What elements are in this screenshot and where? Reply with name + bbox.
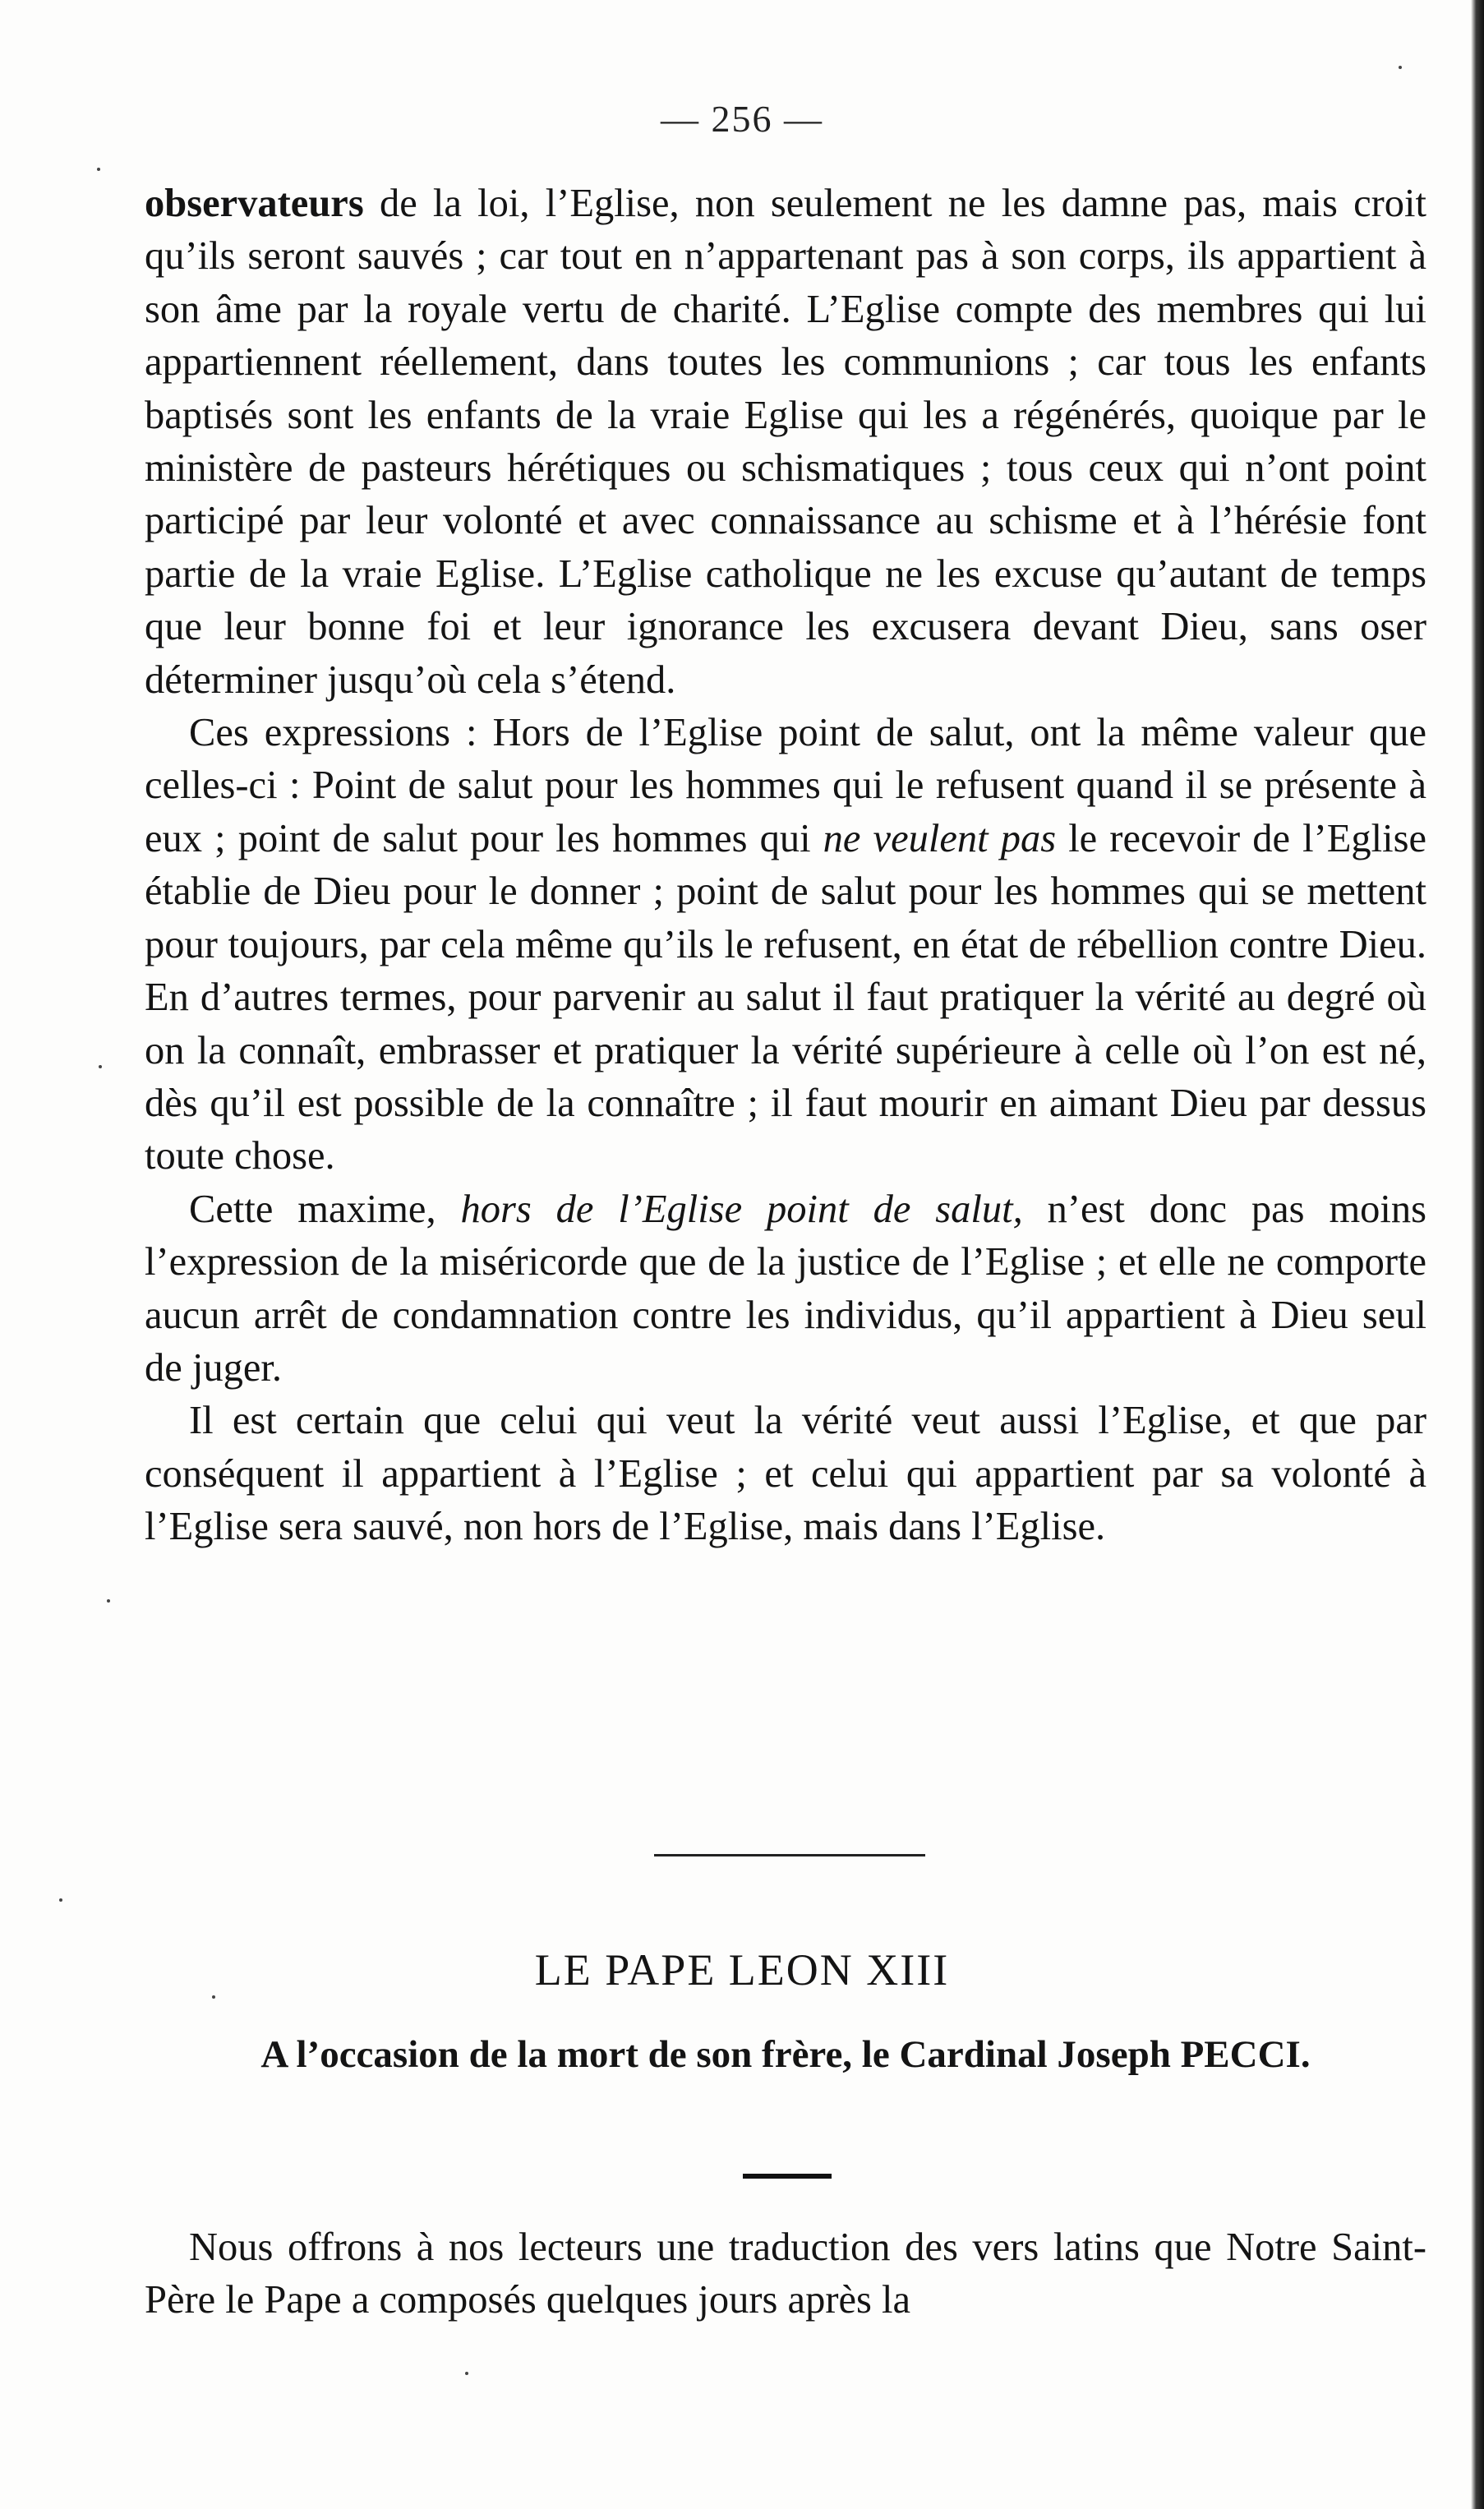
intro-text <box>145 2221 1426 2327</box>
paragraph-2-italic: ne veulent pas <box>823 816 1057 860</box>
print-speck <box>59 1898 62 1902</box>
section-divider <box>654 1854 925 1856</box>
intro-paragraph: Nous offrons à nos lecteurs une traduction des vers latins que Notre Saint-Père le Pape a composés quelques jours après la <box>145 2225 1426 2322</box>
subtitle-rule <box>743 2174 832 2179</box>
print-speck <box>212 1995 215 1999</box>
paragraph-2-part2: le recevoir de l’Eglise établie de Dieu pour le donner ; point de salut pour les hommes qui se mettent pour toujours, par cela même qu’ils le refusent, en état de rébellion contre Dieu. En d’autres termes, pour parvenir au salut il faut pratiquer la vérité au degré où on la connaît, embrasser et pratiquer la vérité supérieure à celle où l’on est né, dès qu’il est possible de la connaître ; il faut mourir en aimant Dieu par dessus toute chose. <box>145 816 1426 1178</box>
paragraph-3-italic: hors de l’Eglise point de salut, <box>460 1187 1023 1231</box>
paragraph-1-lead: observateurs <box>145 182 364 225</box>
paragraph-3-part2: n’est donc pas moins l’expression de la miséricorde que de la justice de l’Eglise ; et elle ne comporte aucun arrêt de condamnation contre les individus, qu’il appartient à Dieu seul de juger. <box>145 1187 1427 1390</box>
paragraph-1 <box>145 178 1426 707</box>
print-speck <box>1399 66 1402 69</box>
body-text <box>145 178 1426 1554</box>
print-speck <box>99 1065 102 1068</box>
section-subtitle: A l’occasion de la mort de son frère, le Cardinal Joseph PECCI. <box>260 2033 1311 2076</box>
paragraph-1-text: de la loi, l’Eglise, non seulement ne les damne pas, mais croit qu’ils seront sauvés ; car tout en n’appartenant pas à son corps, ils appartient à son âme par la royale vertu de charité. L’Eglise compte des membres qui lui appartiennent réellement, dans toutes les communions ; car tous les enfants baptisés sont les enfants de la vraie Eglise qui les a régénérés, quoique par le ministère de pasteurs hérétiques ou schismatiques ; tous ceux qui n’ont point participé par leur volonté et avec connaissance au schisme et à l’hérésie font partie de la vraie Eglise. L’Eglise catholique ne les excuse qu’autant de temps que leur bonne foi et leur ignorance les excusera devant Dieu, sans oser déterminer jusqu’où cela s’étend. <box>145 182 1427 702</box>
paragraph-2 <box>145 707 1426 1183</box>
paragraph-3 <box>145 1183 1426 1395</box>
print-speck <box>97 168 100 171</box>
print-speck <box>107 1599 110 1603</box>
paragraph-3-part1: Cette maxime, <box>189 1187 436 1231</box>
page-number: — 256 — <box>661 98 823 140</box>
paragraph-2-part1: Ces expressions : Hors de l’Eglise point de salut, ont la même valeur que celles-ci : Point de salut pour les hommes qui le refusent quand il se présente à eux ; point de salut pour les hommes qui <box>145 711 1426 860</box>
paragraph-4: Il est certain que celui qui veut la vérité veut aussi l’Eglise, et que par conséquent il appartient à l’Eglise ; et celui qui appartient par sa volonté à l’Eglise sera sauvé, non hors de l’Eglise, mais dans l’Eglise. <box>145 1399 1426 1549</box>
page-edge-shadow <box>1471 0 1484 2509</box>
section-title: LE PAPE LEON XIII <box>534 1945 950 1995</box>
print-speck <box>465 2372 468 2375</box>
